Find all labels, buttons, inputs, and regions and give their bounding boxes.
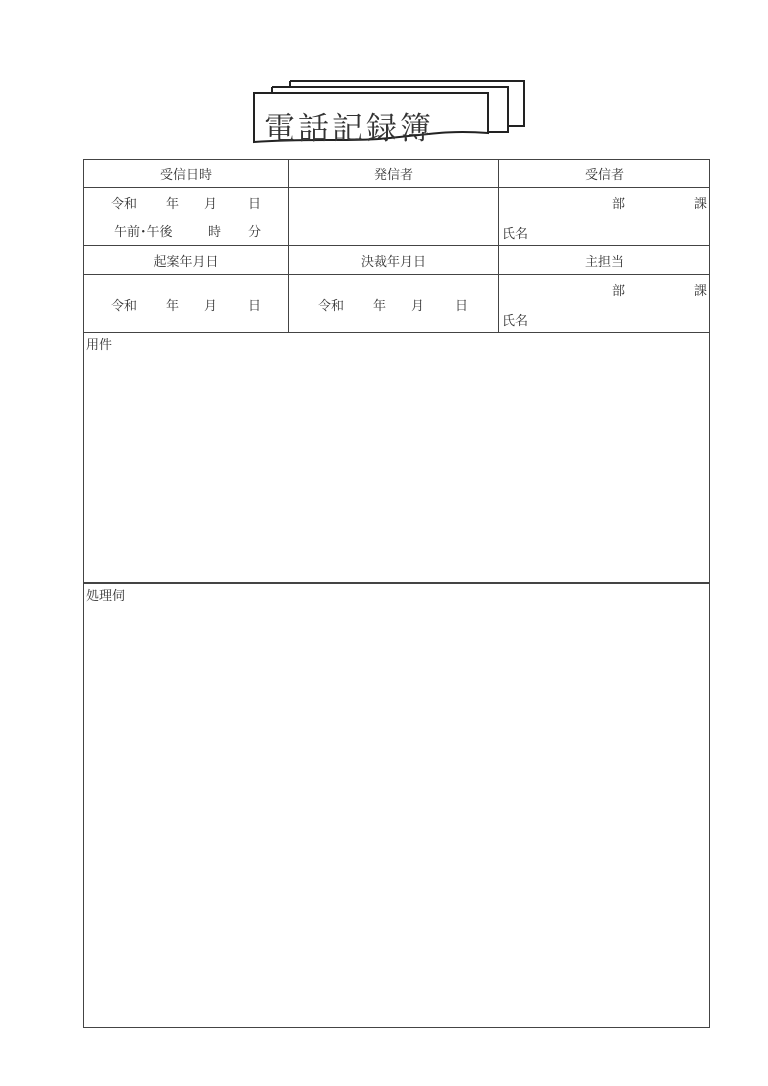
year-label: 年 <box>373 299 387 314</box>
header-draft-date: 起案年月日 <box>153 254 219 270</box>
dept-label: 部 <box>612 284 626 299</box>
document-title: 電話記録簿 <box>264 111 434 147</box>
receiver-field[interactable] <box>499 188 710 245</box>
name-label: 氏名 <box>502 227 529 242</box>
year-label: 年 <box>166 197 180 212</box>
header-receiver: 受信者 <box>584 168 624 183</box>
business-field[interactable] <box>84 333 710 582</box>
processing-field[interactable] <box>84 584 710 1027</box>
day-label: 日 <box>455 299 469 314</box>
header-approval-date: 決裁年月日 <box>360 254 426 270</box>
day-label: 日 <box>248 299 262 314</box>
era-label: 令和 <box>318 299 345 314</box>
received-datetime-field[interactable] <box>84 188 288 245</box>
section-label: 課 <box>694 284 708 299</box>
header-main-person: 主担当 <box>584 254 624 270</box>
minute-label: 分 <box>248 225 262 240</box>
section-label: 課 <box>694 197 708 212</box>
month-label: 月 <box>411 299 425 314</box>
month-label: 月 <box>204 299 218 314</box>
header-caller: 発信者 <box>373 168 413 183</box>
phone-record-form <box>83 159 710 1028</box>
approval-date-field[interactable] <box>289 275 498 332</box>
processing-label: 処理伺 <box>86 589 126 604</box>
name-label: 氏名 <box>502 314 529 329</box>
era-label: 令和 <box>111 197 138 212</box>
day-label: 日 <box>248 197 262 212</box>
main-person-field[interactable] <box>499 275 710 332</box>
month-label: 月 <box>204 197 218 212</box>
header-received-datetime: 受信日時 <box>159 168 212 183</box>
year-label: 年 <box>166 299 180 314</box>
draft-date-field[interactable] <box>84 275 288 332</box>
caller-field[interactable] <box>289 188 498 245</box>
ampm-label: 午前･午後 <box>114 225 173 240</box>
business-label: 用件 <box>86 338 113 353</box>
hour-label: 時 <box>208 225 222 240</box>
document-title-banner <box>250 78 530 148</box>
era-label: 令和 <box>111 299 138 314</box>
dept-label: 部 <box>612 197 626 212</box>
